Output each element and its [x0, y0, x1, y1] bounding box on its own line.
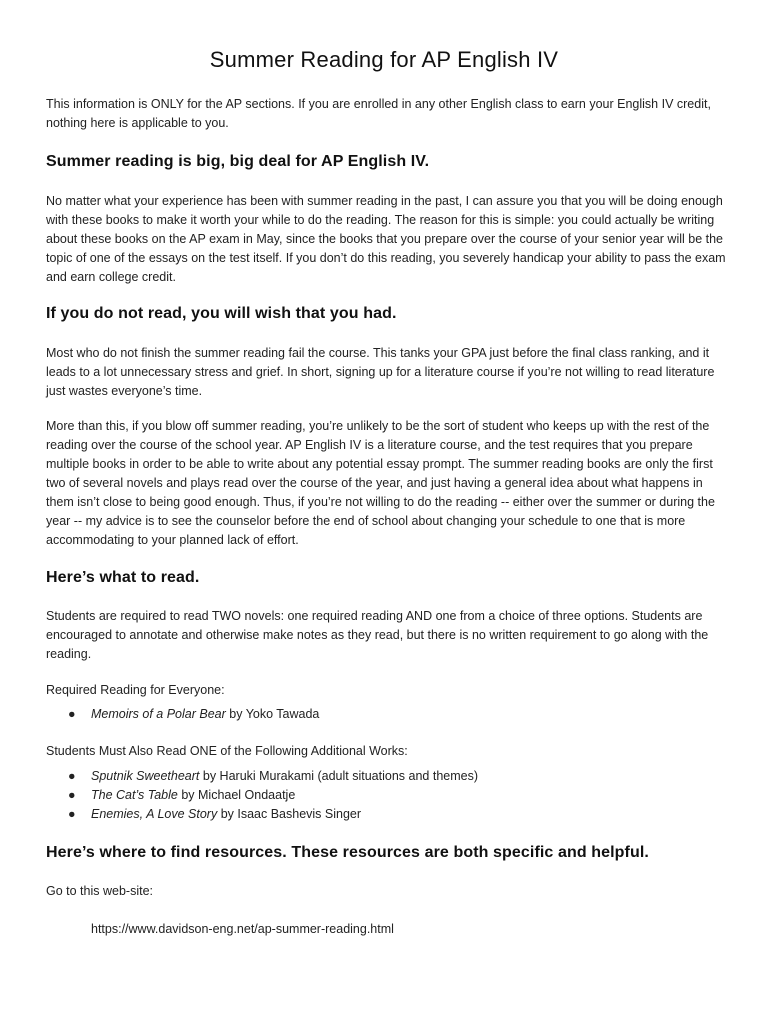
book-title: Enemies, A Love Story [91, 807, 218, 821]
book-author: by Michael Ondaatje [177, 788, 296, 802]
book-title: The Cat’s Table [91, 788, 178, 802]
book-author: by Haruki Murakami (adult situations and themes) [199, 769, 478, 783]
section-heading-do-not-read: If you do not read, you will wish that you had. [46, 305, 397, 322]
book-title: Sputnik Sweetheart [91, 769, 200, 783]
required-reading-label: Required Reading for Everyone: [46, 683, 225, 697]
bullet-icon: ● [68, 788, 76, 802]
big-deal-paragraph: No matter what your experience has been with summer reading in the past, I can assure you that you will be doing enough with these books to make it worth your while to do the reading. The reason for this is simple: you could actually be writing about these books on the AP exam in May, since the books that you prepare over the course of your senior year will be the topic of one of the essays on the test itself. If you don’t do this reading, you severely handicap your ability to pass the exam and earn college credit. [46, 194, 726, 284]
do-not-read-paragraph-2: More than this, if you blow off summer reading, you’re unlikely to be the sort of student who keeps up with the rest of the reading over the course of the school year. AP English IV is a literature course, and the test requires that you prepare multiple books in order to be able to write about any potential essay prompt. The summer reading books are only the first two of several novels and plays read over the course of the year, and just having a general idea about what happens in them isn’t close to being good enough. Thus, if you’re not willing to do the reading -- either over the summer or during the year -- my advice is to see the counselor before the end of school about changing your schedule to one that is more accommodating to your planned lack of effort. [46, 419, 715, 547]
book-title: Memoirs of a Polar Bear [91, 707, 226, 721]
required-books-list [46, 705, 726, 724]
section-heading-big-deal: Summer reading is big, big deal for AP English IV. [46, 153, 430, 170]
list-item [46, 786, 726, 805]
section-heading-what-to-read: Here’s what to read. [46, 569, 200, 586]
list-item [46, 805, 726, 824]
bullet-icon: ● [68, 707, 76, 721]
section-heading-resources: Here’s where to find resources. These resources are both specific and helpful. [46, 844, 649, 861]
what-to-read-paragraph: Students are required to read TWO novels: one required reading AND one from a choice of three options. Students are encouraged to annotate and otherwise make notes as they read, but there is no written requirement to go along with the reading. [46, 609, 709, 661]
do-not-read-paragraph-1: Most who do not finish the summer reading fail the course. This tanks your GPA just before the final class ranking, and it leads to a lot unnecessary stress and grief. In short, signing up for a literature course if you’re not willing to read literature just wastes everyone’s time. [46, 346, 715, 398]
bullet-icon: ● [68, 807, 76, 821]
choice-reading-label: Students Must Also Read ONE of the Following Additional Works: [46, 744, 408, 758]
intro-paragraph: This information is ONLY for the AP sections. If you are enrolled in any other English class to earn your English IV credit, nothing here is applicable to you. [46, 97, 711, 130]
choice-books-list [46, 767, 726, 824]
list-item [46, 767, 726, 786]
bullet-icon: ● [68, 769, 76, 783]
resources-paragraph: Go to this web-site: [46, 884, 153, 898]
book-author: by Yoko Tawada [225, 707, 320, 721]
list-item [46, 705, 726, 724]
resource-url-link[interactable]: https://www.davidson-eng.net/ap-summer-reading.html [91, 922, 394, 936]
page-title: Summer Reading for AP English IV [209, 47, 559, 72]
book-author: by Isaac Bashevis Singer [217, 807, 362, 821]
